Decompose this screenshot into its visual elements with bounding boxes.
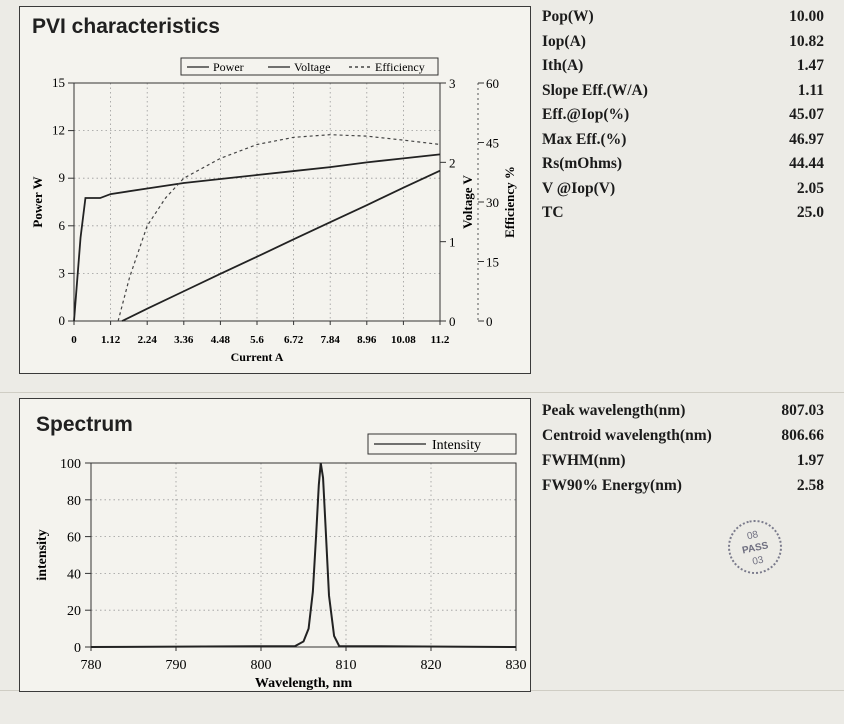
stat-row — [542, 180, 824, 204]
stat-label: Slope Eff.(W/A) — [542, 81, 648, 99]
series-line-voltage — [74, 154, 440, 321]
background-rule — [0, 392, 844, 393]
left-tick-label: 0 — [58, 313, 65, 328]
series-line-efficiency — [118, 135, 440, 321]
legend-label: Power — [213, 60, 244, 74]
efficiency-axis-label: Efficiency % — [502, 166, 517, 238]
left-tick-label: 9 — [58, 170, 65, 186]
pvi-panel — [19, 6, 531, 374]
left-tick-label: 15 — [52, 75, 65, 90]
y-axis-label: intensity — [35, 529, 50, 581]
x-axis-label: Wavelength, nm — [254, 676, 353, 691]
y-tick-label: 100 — [60, 457, 81, 472]
stat-value: 25.0 — [796, 204, 824, 221]
x-tick-label: 780 — [80, 658, 102, 673]
stat-row — [542, 106, 824, 130]
stat-row — [542, 402, 824, 426]
stamp-line: 03 — [751, 554, 765, 568]
x-tick-label: 5.6 — [250, 334, 264, 346]
stat-row — [542, 155, 824, 179]
stat-row — [542, 131, 824, 155]
stat-value: 1.97 — [796, 452, 824, 469]
spectrum-title: Spectrum — [36, 413, 133, 436]
x-tick-label: 820 — [420, 658, 442, 673]
x-tick-label: 8.96 — [357, 334, 377, 346]
pvi-title: PVI characteristics — [32, 15, 220, 38]
stat-label: Eff.@Iop(%) — [542, 106, 630, 123]
x-tick-label: 2.24 — [137, 334, 157, 346]
x-tick-label: 0 — [71, 334, 77, 346]
voltage-tick-label: 1 — [449, 234, 456, 250]
plot-frame — [74, 83, 440, 321]
stat-label: Peak wavelength(nm) — [542, 402, 686, 419]
pvi-chart — [20, 7, 530, 373]
x-tick-label: 810 — [335, 658, 357, 673]
efficiency-tick-label: 15 — [486, 254, 499, 270]
stat-row — [542, 57, 824, 81]
stat-value: 10.82 — [789, 32, 824, 50]
x-tick-label: 800 — [250, 658, 272, 673]
pass-stamp — [723, 515, 787, 579]
stat-label: FW90% Energy(nm) — [542, 477, 682, 494]
stat-value: 45.07 — [789, 106, 824, 123]
legend-label: Efficiency — [375, 60, 425, 74]
stat-value: 807.03 — [781, 402, 824, 419]
stat-label: Max Eff.(%) — [542, 130, 627, 148]
x-tick-label: 11.2 — [430, 334, 450, 346]
stat-value: 1.47 — [796, 57, 824, 74]
stat-row — [542, 33, 824, 57]
left-tick-label: 3 — [58, 265, 65, 281]
legend-label: Intensity — [432, 438, 481, 453]
x-axis-label: Current A — [230, 350, 284, 364]
y-tick-label: 40 — [67, 567, 81, 583]
spectrum-panel — [19, 398, 531, 692]
stat-row — [542, 427, 824, 451]
left-tick-label: 6 — [58, 217, 65, 233]
x-tick-label: 1.12 — [100, 334, 121, 346]
efficiency-tick-label: 45 — [486, 135, 499, 151]
efficiency-tick-label: 60 — [486, 76, 499, 91]
voltage-tick-label: 3 — [449, 76, 456, 91]
x-tick-label: 3.36 — [174, 334, 194, 346]
left-tick-label: 12 — [52, 122, 65, 138]
stamp-line: 08 — [746, 529, 760, 543]
stat-label: Centroid wavelength(nm) — [542, 427, 712, 444]
x-tick-label: 4.48 — [210, 334, 231, 346]
stat-value: 806.66 — [781, 427, 824, 444]
stat-row — [542, 82, 824, 106]
y-tick-label: 80 — [67, 493, 81, 509]
y-tick-label: 20 — [67, 604, 81, 620]
x-tick-label: 830 — [505, 658, 527, 673]
stat-value: 1.11 — [797, 81, 824, 99]
efficiency-tick-label: 30 — [486, 195, 499, 210]
stat-row — [542, 204, 824, 228]
plot-frame — [91, 463, 516, 647]
voltage-axis-label: Voltage V — [460, 175, 475, 229]
voltage-tick-label: 0 — [449, 314, 456, 329]
spectrum-stats — [542, 402, 824, 502]
efficiency-tick-label: 0 — [486, 314, 493, 329]
stat-label: TC — [542, 204, 564, 221]
stat-label: Rs(mOhms) — [542, 155, 623, 172]
legend-label: Voltage — [294, 60, 331, 74]
stat-label: V @Iop(V) — [542, 179, 616, 197]
stat-label: Pop(W) — [542, 8, 594, 25]
stat-row — [542, 8, 824, 32]
y-tick-label: 0 — [74, 641, 81, 656]
stat-label: FWHM(nm) — [542, 452, 626, 469]
x-tick-label: 790 — [165, 658, 187, 673]
stat-value: 46.97 — [789, 130, 824, 148]
stamp-line: PASS — [741, 540, 770, 557]
stat-value: 2.05 — [796, 179, 824, 197]
pvi-stats — [542, 8, 824, 228]
stat-value: 44.44 — [789, 155, 824, 172]
x-tick-label: 6.72 — [283, 334, 304, 346]
stat-row — [542, 452, 824, 476]
stat-row — [542, 477, 824, 501]
series-line-intensity — [91, 463, 516, 647]
x-tick-label: 7.84 — [320, 334, 340, 346]
y-tick-label: 60 — [67, 530, 81, 546]
stat-value: 10.00 — [789, 8, 824, 25]
stat-label: Iop(A) — [542, 32, 586, 50]
stat-value: 2.58 — [796, 477, 824, 494]
x-tick-label: 10.08 — [391, 334, 416, 346]
voltage-tick-label: 2 — [449, 155, 456, 171]
stat-label: Ith(A) — [542, 57, 584, 74]
spectrum-chart — [20, 399, 530, 691]
left-axis-label: Power W — [30, 176, 45, 228]
